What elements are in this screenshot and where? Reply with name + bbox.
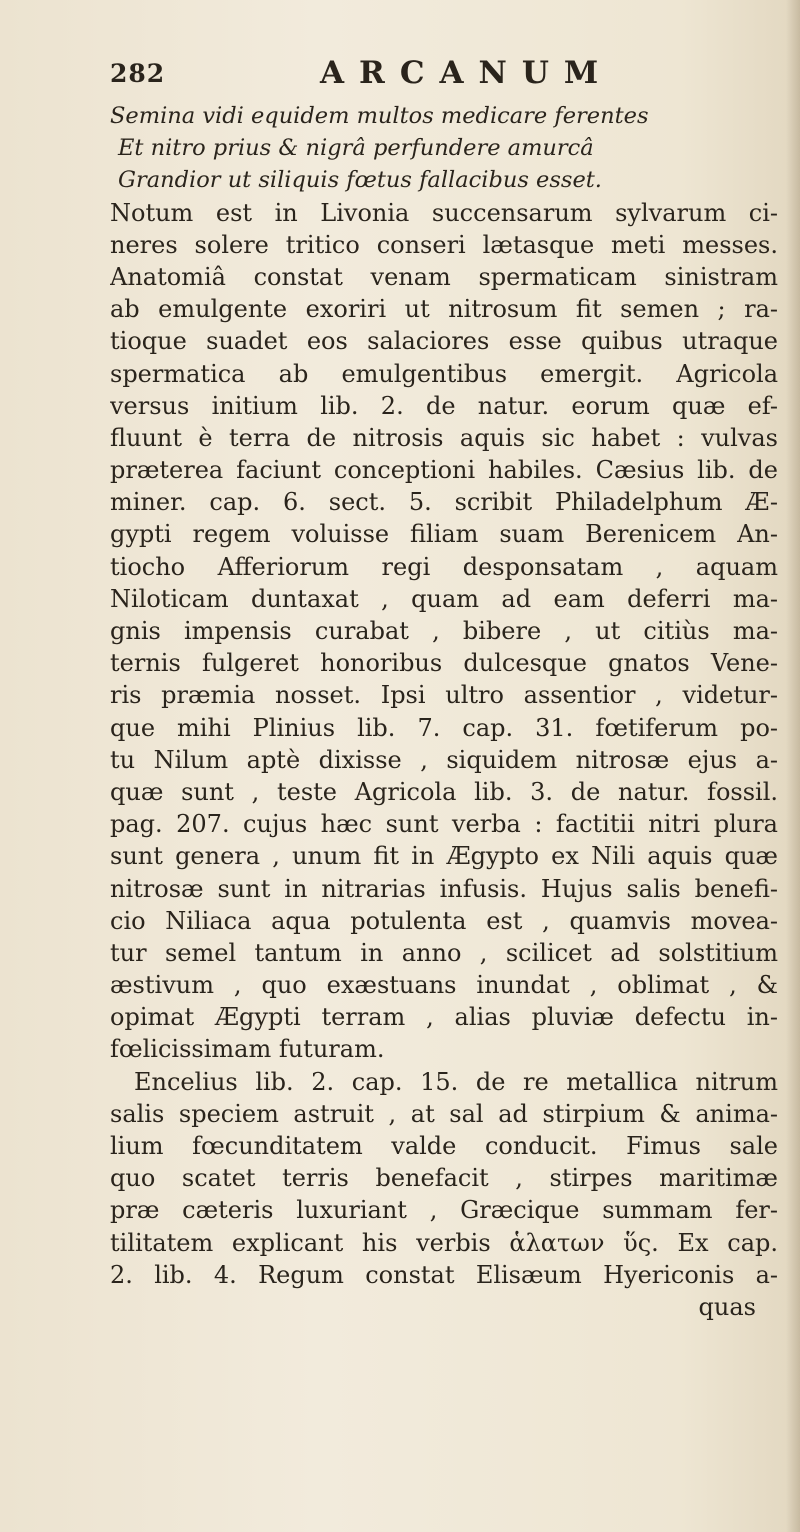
text-line: fœlicissimam futuram. (110, 1035, 385, 1064)
text-line: Et nitro prius & nigrâ perfundere amurcâ (118, 135, 594, 162)
body-text (110, 100, 778, 1323)
text-line: præ cæteris luxuriant , Græcique summam fer- (110, 1196, 778, 1225)
text-line: ab emulgente exoriri ut nitrosum fit semen ; ra- (110, 295, 778, 324)
text-line: miner. cap. 6. sect. 5. scribit Philadelphum Æ- (110, 488, 778, 517)
text-line: 2. lib. 4. Regum constat Elisæum Hyericonis a- (110, 1260, 778, 1289)
text-line: gnis impensis curabat , bibere , ut citiùs ma- (110, 617, 778, 645)
text-line: Anatomiâ constat venam spermaticam sinistram (110, 262, 778, 291)
page-header (110, 55, 750, 95)
text-line: que mihi Plinius lib. 7. cap. 31. fœtiferum po- (110, 713, 778, 742)
text-line: Niloticam duntaxat , quam ad eam deferri ma- (110, 584, 778, 613)
text-line: gypti regem voluisse filiam suam Berenicem An- (110, 520, 778, 549)
text-line: fluunt è terra de nitrosis aquis sic habet : vulvas (110, 423, 778, 452)
text-line: tu Nilum aptè dixisse , siquidem nitrosæ ejus a- (110, 745, 778, 774)
text-line: pag. 207. cujus hæc sunt verba : factitii nitri plura (110, 810, 778, 839)
text-line: tioque suadet eos salaciores esse quibus utraque (110, 327, 778, 356)
text-line: tiocho Afferiorum regi desponsatam , aquam (110, 552, 778, 581)
page-number: 282 (110, 59, 166, 88)
text-line: præterea faciunt conceptioni habiles. Cæsius lib. de (110, 456, 778, 485)
page-edge-shadow (786, 0, 800, 1532)
text-line: salis speciem astruit , at sal ad stirpium & anima- (110, 1099, 778, 1128)
text-line: quæ sunt , teste Agricola lib. 3. de natur. fossil. (110, 777, 778, 806)
text-line: Semina vidi equidem multos medicare ferentes (110, 103, 649, 129)
text-line: Grandior ut siliquis fœtus fallacibus esset. (118, 167, 602, 194)
text-line: opimat Ægypti terram , alias pluviæ defectu in- (110, 1003, 778, 1032)
text-line: nitrosæ sunt in nitrarias infusis. Hujus salis benefi- (110, 874, 778, 903)
text-line: quas (698, 1292, 756, 1321)
text-line: versus initium lib. 2. de natur. eorum quæ ef- (110, 391, 778, 420)
text-line: quo scatet terris benefacit , stirpes maritimæ (110, 1164, 778, 1193)
text-line: Notum est in Livonia succensarum sylvarum ci- (110, 198, 778, 227)
text-line: lium fœcunditatem valde conducit. Fimus sale (110, 1132, 778, 1160)
text-line: ris præmia nosset. Ipsi ultro assentior , videtur- (110, 681, 778, 710)
running-title: ARCANUM (320, 55, 614, 91)
text-line: Encelius lib. 2. cap. 15. de re metallica nitrum (134, 1067, 778, 1096)
text-line: ternis fulgeret honoribus dulcesque gnatos Vene- (110, 649, 778, 678)
text-line: spermatica ab emulgentibus emergit. Agricola (110, 359, 778, 388)
text-line: æstivum , quo exæstuans inundat , oblimat , & (110, 971, 778, 1000)
text-line: tilitatem explicant his verbis ἁλατων ὕς. Ex cap. (110, 1228, 778, 1257)
text-line: neres solere tritico conseri lætasque meti messes. (110, 230, 778, 259)
text-line: tur semel tantum in anno , scilicet ad solstitium (110, 938, 778, 967)
text-line: cio Niliaca aqua potulenta est , quamvis movea- (110, 906, 778, 935)
text-line: sunt genera , unum fit in Ægypto ex Nili aquis quæ (110, 842, 778, 871)
